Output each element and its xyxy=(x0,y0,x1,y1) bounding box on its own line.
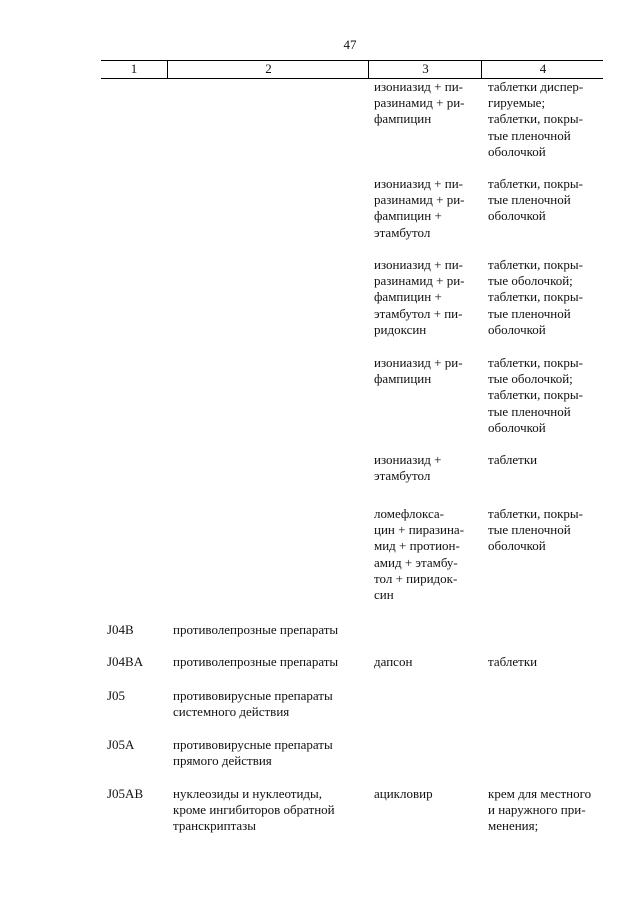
cell-line: таблетки xyxy=(488,452,538,467)
description-cell xyxy=(173,786,362,835)
drug-name-cell xyxy=(374,79,478,128)
cell-line: оболочкой xyxy=(488,538,546,554)
drug-name-cell xyxy=(374,176,478,241)
cell-line: разинамид + ри- xyxy=(374,273,465,289)
cell-line: противолепрозные препараты xyxy=(173,654,339,669)
code-cell: J05AB xyxy=(107,786,144,801)
cell-line: тые пленочной xyxy=(488,403,571,419)
cell-line: фампицин xyxy=(374,371,432,387)
cell-line: изониазид + пи- xyxy=(374,176,463,191)
drug-name-cell xyxy=(374,506,478,603)
cell-line: прямого действия xyxy=(173,753,272,769)
cell-line: фампицин xyxy=(374,111,432,127)
cell-line: тые оболочкой; xyxy=(488,273,573,289)
cell-line: тые пленочной xyxy=(488,127,571,143)
cell-line: крем для местного xyxy=(488,786,592,801)
cell-line: этамбутол xyxy=(374,224,431,240)
cell-line: системного действия xyxy=(173,704,290,720)
cell-line: ридоксин xyxy=(374,321,427,337)
dosage-form-cell xyxy=(488,79,600,160)
dosage-form-cell xyxy=(488,176,600,225)
cell-line: разинамид + ри- xyxy=(374,192,465,208)
cell-line: этамбутол xyxy=(374,468,431,484)
code-cell: J04B xyxy=(107,622,134,637)
cell-line: тые пленочной xyxy=(488,522,571,538)
cell-line: кроме ингибиторов обратной xyxy=(173,802,335,818)
cell-line: изониазид + пи- xyxy=(374,257,463,272)
description-cell xyxy=(173,688,362,720)
cell-line: и наружного при- xyxy=(488,802,586,818)
cell-line: транскриптазы xyxy=(173,818,257,834)
cell-line: противовирусные препараты xyxy=(173,737,333,752)
cell-line: тые пленочной xyxy=(488,305,571,321)
cell-line: изониазид + ри- xyxy=(374,355,463,370)
drug-name-cell xyxy=(374,257,478,338)
dosage-form-cell xyxy=(488,452,600,468)
cell-line: тые оболочкой; xyxy=(488,371,573,387)
cell-line: таблетки, покры- xyxy=(488,111,583,127)
cell-line: разинамид + ри- xyxy=(374,95,465,111)
dosage-form-cell xyxy=(488,786,600,835)
dosage-form-cell xyxy=(488,257,600,338)
cell-line: ацикловир xyxy=(374,786,433,801)
code-cell: J04BA xyxy=(107,654,144,669)
cell-line: оболочкой xyxy=(488,208,546,224)
dosage-form-cell xyxy=(488,506,600,555)
table-header xyxy=(101,60,603,79)
header-col-2: 2 xyxy=(167,61,369,78)
code-cell: J05A xyxy=(107,737,135,752)
dosage-form-cell xyxy=(488,654,600,670)
cell-line: цин + пиразина- xyxy=(374,522,465,538)
cell-line: этамбутол + пи- xyxy=(374,305,463,321)
cell-line: противовирусные препараты xyxy=(173,688,333,703)
cell-line: дапсон xyxy=(374,654,413,669)
cell-line: таблетки, покры- xyxy=(488,506,583,521)
cell-line: фампицин + xyxy=(374,289,442,305)
cell-line: таблетки, покры- xyxy=(488,387,583,403)
description-cell xyxy=(173,654,362,670)
dosage-form-cell xyxy=(488,355,600,436)
cell-line: противолепрозные препараты xyxy=(173,622,339,637)
cell-line: мид + протион- xyxy=(374,538,460,554)
code-cell: J05 xyxy=(107,688,126,703)
cell-line: оболочкой xyxy=(488,419,546,435)
drug-name-cell xyxy=(374,355,478,387)
cell-line: таблетки, покры- xyxy=(488,289,583,305)
cell-line: оболочкой xyxy=(488,143,546,159)
cell-line: оболочкой xyxy=(488,321,546,337)
cell-line: тол + пиридок- xyxy=(374,570,458,586)
drug-name-cell xyxy=(374,452,478,484)
cell-line: изониазид + пи- xyxy=(374,79,463,94)
description-cell xyxy=(173,622,362,638)
cell-line: тые пленочной xyxy=(488,192,571,208)
cell-line: гируемые; xyxy=(488,95,546,111)
cell-line: фампицин + xyxy=(374,208,442,224)
description-cell xyxy=(173,737,362,769)
cell-line: нуклеозиды и нуклеотиды, xyxy=(173,786,323,801)
header-col-3: 3 xyxy=(368,61,482,78)
cell-line: амид + этамбу- xyxy=(374,554,458,570)
drug-name-cell xyxy=(374,654,478,670)
cell-line: таблетки диспер- xyxy=(488,79,584,94)
page-number: 47 xyxy=(343,37,357,52)
cell-line: менения; xyxy=(488,818,539,834)
header-col-1: 1 xyxy=(130,61,138,76)
cell-line: син xyxy=(374,587,394,603)
cell-line: ломефлокса- xyxy=(374,506,445,521)
cell-line: таблетки, покры- xyxy=(488,257,583,272)
cell-line: изониазид + xyxy=(374,452,442,467)
drug-name-cell xyxy=(374,786,478,802)
cell-line: таблетки, покры- xyxy=(488,176,583,191)
header-col-4: 4 xyxy=(481,61,604,78)
cell-line: таблетки xyxy=(488,654,538,669)
cell-line: таблетки, покры- xyxy=(488,355,583,370)
